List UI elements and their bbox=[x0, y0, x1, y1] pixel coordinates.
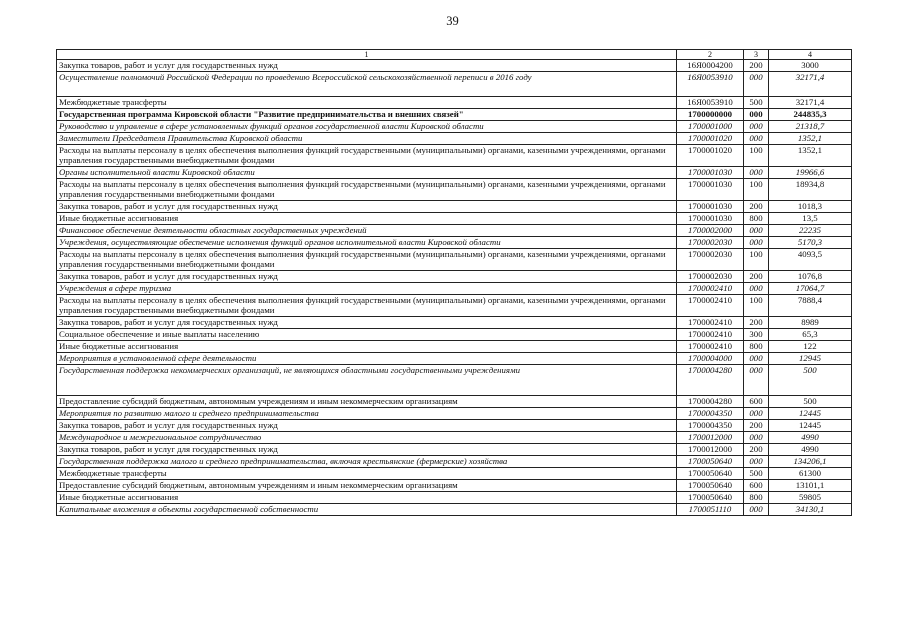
row-amount: 1018,3 bbox=[769, 201, 852, 213]
table-row bbox=[57, 213, 852, 225]
column-number-1: 1 bbox=[57, 50, 677, 60]
table-row bbox=[57, 109, 852, 121]
table-row bbox=[57, 408, 852, 420]
row-name: Мероприятия в установленной сфере деятельности bbox=[57, 353, 677, 365]
row-expense-type: 500 bbox=[744, 97, 769, 109]
row-amount: 13,5 bbox=[769, 213, 852, 225]
row-code: 1700002410 bbox=[677, 341, 744, 353]
row-code: 1700004000 bbox=[677, 353, 744, 365]
row-expense-type: 200 bbox=[744, 444, 769, 456]
table-row bbox=[57, 365, 852, 396]
row-code: 1700050640 bbox=[677, 492, 744, 504]
row-name: Расходы на выплаты персоналу в целях обеспечения выполнения функций государственными (муниципальными) органами, казенными учреждениями, органами управления государственными внебюджетными фондами bbox=[57, 295, 677, 317]
row-name: Иные бюджетные ассигнования bbox=[57, 341, 677, 353]
column-number-row bbox=[57, 50, 852, 60]
row-code: 1700002030 bbox=[677, 249, 744, 271]
row-name: Закупка товаров, работ и услуг для государственных нужд bbox=[57, 444, 677, 456]
row-expense-type: 000 bbox=[744, 353, 769, 365]
row-name: Предоставление субсидий бюджетным, автономным учреждениям и иным некоммерческим организациям bbox=[57, 396, 677, 408]
row-expense-type: 000 bbox=[744, 109, 769, 121]
row-code: 1700001030 bbox=[677, 213, 744, 225]
row-name: Расходы на выплаты персоналу в целях обеспечения выполнения функций государственными (муниципальными) органами, казенными учреждениями, органами управления государственными внебюджетными фондами bbox=[57, 249, 677, 271]
row-expense-type: 000 bbox=[744, 432, 769, 444]
row-code: 1700002410 bbox=[677, 295, 744, 317]
row-amount: 134206,1 bbox=[769, 456, 852, 468]
row-amount: 61300 bbox=[769, 468, 852, 480]
row-name: Капитальные вложения в объекты государственной собственности bbox=[57, 504, 677, 516]
row-expense-type: 000 bbox=[744, 283, 769, 295]
row-amount: 1352,1 bbox=[769, 133, 852, 145]
table-row bbox=[57, 432, 852, 444]
row-name: Социальное обеспечение и иные выплаты населению bbox=[57, 329, 677, 341]
row-code: 1700004350 bbox=[677, 420, 744, 432]
row-code: 1700002030 bbox=[677, 271, 744, 283]
row-name: Закупка товаров, работ и услуг для государственных нужд bbox=[57, 317, 677, 329]
table-row bbox=[57, 60, 852, 72]
row-code: 1700050640 bbox=[677, 480, 744, 492]
row-name: Государственная поддержка малого и среднего предпринимательства, включая крестьянские (фермерские) хозяйства bbox=[57, 456, 677, 468]
row-name: Расходы на выплаты персоналу в целях обеспечения выполнения функций государственными (муниципальными) органами, казенными учреждениями, органами управления государственными внебюджетными фондами bbox=[57, 179, 677, 201]
row-expense-type: 000 bbox=[744, 408, 769, 420]
row-code: 16Я0053910 bbox=[677, 97, 744, 109]
row-code: 1700001030 bbox=[677, 179, 744, 201]
row-amount: 4990 bbox=[769, 444, 852, 456]
column-number-4: 4 bbox=[769, 50, 852, 60]
row-amount: 500 bbox=[769, 396, 852, 408]
row-amount: 8989 bbox=[769, 317, 852, 329]
row-code: 1700002030 bbox=[677, 237, 744, 249]
table-row bbox=[57, 504, 852, 516]
row-code: 1700012000 bbox=[677, 432, 744, 444]
row-amount: 32171,4 bbox=[769, 72, 852, 97]
row-amount: 17064,7 bbox=[769, 283, 852, 295]
row-expense-type: 000 bbox=[744, 237, 769, 249]
row-amount: 1076,8 bbox=[769, 271, 852, 283]
table-row bbox=[57, 237, 852, 249]
row-name: Мероприятия по развитию малого и среднего предпринимательства bbox=[57, 408, 677, 420]
row-code: 1700002000 bbox=[677, 225, 744, 237]
row-amount: 12445 bbox=[769, 408, 852, 420]
row-amount: 7888,4 bbox=[769, 295, 852, 317]
row-name: Заместители Председателя Правительства Кировской области bbox=[57, 133, 677, 145]
row-code: 1700050640 bbox=[677, 468, 744, 480]
row-expense-type: 500 bbox=[744, 468, 769, 480]
row-expense-type: 000 bbox=[744, 133, 769, 145]
table-row bbox=[57, 396, 852, 408]
table-row bbox=[57, 329, 852, 341]
row-amount: 18934,8 bbox=[769, 179, 852, 201]
row-name: Иные бюджетные ассигнования bbox=[57, 213, 677, 225]
row-name: Учреждения в сфере туризма bbox=[57, 283, 677, 295]
row-name: Руководство и управление в сфере установленных функций органов государственной власти Кировской области bbox=[57, 121, 677, 133]
row-expense-type: 600 bbox=[744, 396, 769, 408]
row-amount: 244835,3 bbox=[769, 109, 852, 121]
row-expense-type: 200 bbox=[744, 201, 769, 213]
row-name: Финансовое обеспечение деятельности областных государственных учреждений bbox=[57, 225, 677, 237]
table-row bbox=[57, 72, 852, 97]
row-amount: 12945 bbox=[769, 353, 852, 365]
row-amount: 13101,1 bbox=[769, 480, 852, 492]
row-expense-type: 300 bbox=[744, 329, 769, 341]
budget-table bbox=[56, 49, 852, 516]
table-row bbox=[57, 317, 852, 329]
row-expense-type: 000 bbox=[744, 456, 769, 468]
table-row bbox=[57, 145, 852, 167]
table-row bbox=[57, 179, 852, 201]
row-expense-type: 100 bbox=[744, 249, 769, 271]
row-expense-type: 200 bbox=[744, 317, 769, 329]
row-name: Учреждения, осуществляющие обеспечение исполнения функций органов исполнительной власти Кировской области bbox=[57, 237, 677, 249]
row-expense-type: 000 bbox=[744, 504, 769, 516]
row-name: Закупка товаров, работ и услуг для государственных нужд bbox=[57, 201, 677, 213]
row-code: 1700004280 bbox=[677, 365, 744, 396]
table-row bbox=[57, 492, 852, 504]
row-name: Межбюджетные трансферты bbox=[57, 97, 677, 109]
row-amount: 32171,4 bbox=[769, 97, 852, 109]
table-row bbox=[57, 420, 852, 432]
row-name: Органы исполнительной власти Кировской области bbox=[57, 167, 677, 179]
row-code: 1700001020 bbox=[677, 133, 744, 145]
row-expense-type: 800 bbox=[744, 492, 769, 504]
row-expense-type: 800 bbox=[744, 341, 769, 353]
row-expense-type: 800 bbox=[744, 213, 769, 225]
table-row bbox=[57, 456, 852, 468]
table-row bbox=[57, 444, 852, 456]
row-code: 1700050640 bbox=[677, 456, 744, 468]
row-expense-type: 000 bbox=[744, 121, 769, 133]
row-amount: 1352,1 bbox=[769, 145, 852, 167]
row-amount: 12445 bbox=[769, 420, 852, 432]
row-expense-type: 600 bbox=[744, 480, 769, 492]
row-code: 1700002410 bbox=[677, 329, 744, 341]
row-code: 1700001000 bbox=[677, 121, 744, 133]
row-amount: 122 bbox=[769, 341, 852, 353]
row-amount: 21318,7 bbox=[769, 121, 852, 133]
table-row bbox=[57, 249, 852, 271]
row-expense-type: 200 bbox=[744, 60, 769, 72]
table-row bbox=[57, 283, 852, 295]
row-code: 1700001030 bbox=[677, 201, 744, 213]
row-expense-type: 000 bbox=[744, 72, 769, 97]
row-code: 16Я0053910 bbox=[677, 72, 744, 97]
column-number-3: 3 bbox=[744, 50, 769, 60]
row-expense-type: 000 bbox=[744, 225, 769, 237]
row-amount: 65,3 bbox=[769, 329, 852, 341]
row-code: 1700001020 bbox=[677, 145, 744, 167]
row-name: Закупка товаров, работ и услуг для государственных нужд bbox=[57, 420, 677, 432]
table-row bbox=[57, 133, 852, 145]
row-code: 1700012000 bbox=[677, 444, 744, 456]
row-expense-type: 200 bbox=[744, 420, 769, 432]
row-amount: 4990 bbox=[769, 432, 852, 444]
table-row bbox=[57, 167, 852, 179]
row-expense-type: 000 bbox=[744, 167, 769, 179]
row-name: Расходы на выплаты персоналу в целях обеспечения выполнения функций государственными (муниципальными) органами, казенными учреждениями, органами управления государственными внебюджетными фондами bbox=[57, 145, 677, 167]
row-code: 1700004280 bbox=[677, 396, 744, 408]
row-expense-type: 100 bbox=[744, 295, 769, 317]
table-row bbox=[57, 295, 852, 317]
row-amount: 19966,6 bbox=[769, 167, 852, 179]
column-number-2: 2 bbox=[677, 50, 744, 60]
table-row bbox=[57, 480, 852, 492]
row-name: Межбюджетные трансферты bbox=[57, 468, 677, 480]
row-code: 1700004350 bbox=[677, 408, 744, 420]
row-amount: 34130,1 bbox=[769, 504, 852, 516]
table-row bbox=[57, 97, 852, 109]
page-number: 39 bbox=[446, 14, 459, 28]
row-name: Осуществление полномочий Российской Федерации по проведению Всероссийской сельскохозяйственной переписи в 2016 году bbox=[57, 72, 677, 97]
table-row bbox=[57, 468, 852, 480]
row-name: Государственная поддержка некоммерческих организаций, не являющихся областными государственными учреждениями bbox=[57, 365, 677, 396]
table-row bbox=[57, 121, 852, 133]
row-amount: 22235 bbox=[769, 225, 852, 237]
row-name: Закупка товаров, работ и услуг для государственных нужд bbox=[57, 271, 677, 283]
row-name: Предоставление субсидий бюджетным, автономным учреждениям и иным некоммерческим организациям bbox=[57, 480, 677, 492]
table-row bbox=[57, 201, 852, 213]
row-name: Иные бюджетные ассигнования bbox=[57, 492, 677, 504]
row-code: 1700051110 bbox=[677, 504, 744, 516]
row-expense-type: 100 bbox=[744, 145, 769, 167]
row-expense-type: 200 bbox=[744, 271, 769, 283]
row-code: 1700002410 bbox=[677, 317, 744, 329]
row-code: 16Я0004200 bbox=[677, 60, 744, 72]
table-row bbox=[57, 271, 852, 283]
row-name: Закупка товаров, работ и услуг для государственных нужд bbox=[57, 60, 677, 72]
row-expense-type: 000 bbox=[744, 365, 769, 396]
table-row bbox=[57, 341, 852, 353]
row-code: 1700001030 bbox=[677, 167, 744, 179]
row-name: Государственная программа Кировской области "Развитие предпринимательства и внешних связей" bbox=[57, 109, 677, 121]
table-row bbox=[57, 353, 852, 365]
row-expense-type: 100 bbox=[744, 179, 769, 201]
row-amount: 5170,3 bbox=[769, 237, 852, 249]
row-amount: 4093,5 bbox=[769, 249, 852, 271]
row-amount: 3000 bbox=[769, 60, 852, 72]
row-code: 1700000000 bbox=[677, 109, 744, 121]
row-amount: 500 bbox=[769, 365, 852, 396]
row-name: Международное и межрегиональное сотрудничество bbox=[57, 432, 677, 444]
table-row bbox=[57, 225, 852, 237]
row-code: 1700002410 bbox=[677, 283, 744, 295]
row-amount: 59805 bbox=[769, 492, 852, 504]
